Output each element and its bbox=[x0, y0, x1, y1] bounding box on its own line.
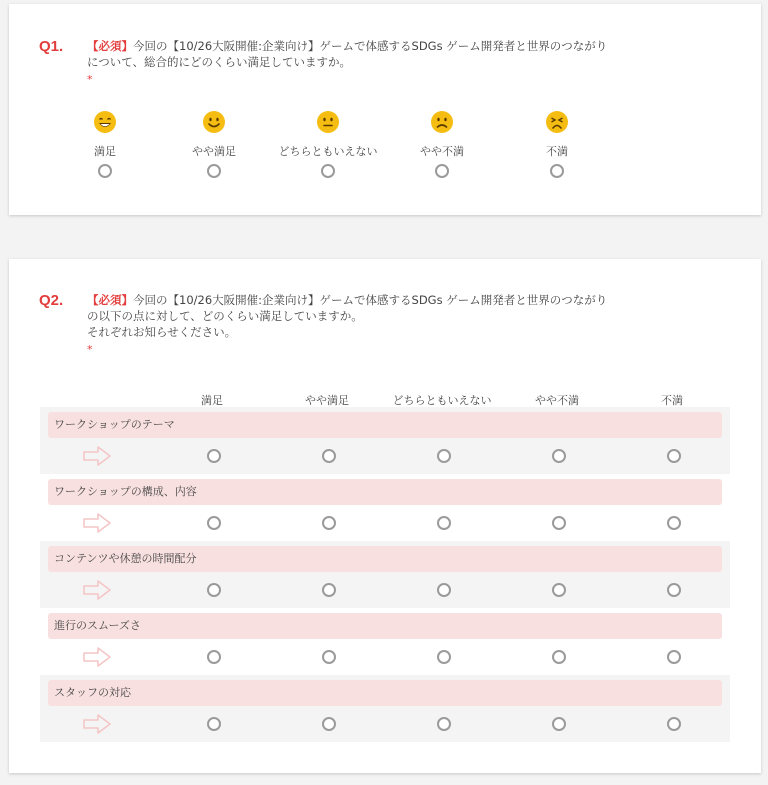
question-text bbox=[87, 292, 647, 358]
option-satisfied[interactable] bbox=[50, 110, 160, 182]
matrix-row bbox=[40, 675, 730, 742]
radio-button[interactable] bbox=[435, 164, 449, 178]
option-dissatisfied[interactable] bbox=[502, 110, 612, 182]
right-arrow-icon bbox=[83, 580, 111, 600]
option-label: 満足 bbox=[94, 145, 116, 158]
right-arrow-icon bbox=[83, 446, 111, 466]
grinning-face-icon bbox=[93, 110, 117, 134]
question-number: Q1. bbox=[39, 38, 64, 55]
column-header: 満足 bbox=[201, 394, 223, 407]
frowning-face-icon bbox=[430, 110, 454, 134]
radio-button[interactable] bbox=[322, 449, 336, 463]
required-asterisk: * bbox=[87, 343, 93, 356]
radio-button[interactable] bbox=[207, 717, 221, 731]
radio-button[interactable] bbox=[552, 650, 566, 664]
question-text-line2: について、総合的にどのくらい満足していますか。 bbox=[87, 55, 352, 69]
radio-button[interactable] bbox=[667, 650, 681, 664]
radio-button[interactable] bbox=[98, 164, 112, 178]
radio-button[interactable] bbox=[437, 583, 451, 597]
row-label: スタッフの対応 bbox=[48, 680, 722, 706]
option-label: どちらともいえない bbox=[278, 145, 378, 158]
radio-button[interactable] bbox=[207, 516, 221, 530]
question-number: Q2. bbox=[39, 292, 64, 309]
row-label: コンテンツや休憩の時間配分 bbox=[48, 546, 722, 572]
column-header: やや満足 bbox=[305, 394, 349, 407]
radio-button[interactable] bbox=[207, 650, 221, 664]
required-asterisk: * bbox=[87, 73, 93, 86]
radio-button[interactable] bbox=[667, 449, 681, 463]
radio-button[interactable] bbox=[437, 449, 451, 463]
column-header: どちらともいえない bbox=[392, 394, 492, 407]
radio-button[interactable] bbox=[322, 516, 336, 530]
neutral-face-icon bbox=[316, 110, 340, 134]
question-card-q1 bbox=[9, 4, 761, 215]
radio-button[interactable] bbox=[667, 516, 681, 530]
option-somewhat-satisfied[interactable] bbox=[159, 110, 269, 182]
option-label: やや満足 bbox=[192, 145, 236, 158]
row-label: ワークショップの構成、内容 bbox=[48, 479, 722, 505]
radio-button[interactable] bbox=[667, 583, 681, 597]
question-text-line1: 今回の【10/26大阪開催:企業向け】ゲームで体感するSDGs ゲーム開発者と世界のつながり bbox=[133, 293, 608, 307]
right-arrow-icon bbox=[83, 647, 111, 667]
option-somewhat-dissatisfied[interactable] bbox=[387, 110, 497, 182]
row-label: 進行のスムーズさ bbox=[48, 613, 722, 639]
radio-button[interactable] bbox=[322, 717, 336, 731]
required-tag: 【必須】 bbox=[87, 293, 133, 307]
radio-button[interactable] bbox=[207, 583, 221, 597]
row-label: ワークショップのテーマ bbox=[48, 412, 722, 438]
radio-button[interactable] bbox=[552, 449, 566, 463]
right-arrow-icon bbox=[83, 513, 111, 533]
option-label: やや不満 bbox=[420, 145, 464, 158]
radio-button[interactable] bbox=[552, 583, 566, 597]
radio-button[interactable] bbox=[207, 164, 221, 178]
radio-button[interactable] bbox=[322, 583, 336, 597]
column-header: やや不満 bbox=[535, 394, 579, 407]
tired-face-icon bbox=[545, 110, 569, 134]
matrix-row bbox=[40, 608, 730, 675]
required-tag: 【必須】 bbox=[87, 39, 133, 53]
column-header: 不満 bbox=[661, 394, 683, 407]
question-card-q2 bbox=[9, 259, 761, 773]
radio-button[interactable] bbox=[552, 717, 566, 731]
radio-button[interactable] bbox=[207, 449, 221, 463]
matrix-row bbox=[40, 474, 730, 541]
radio-button[interactable] bbox=[321, 164, 335, 178]
option-label: 不満 bbox=[546, 145, 568, 158]
radio-button[interactable] bbox=[552, 516, 566, 530]
question-text bbox=[87, 38, 647, 88]
matrix-row bbox=[40, 541, 730, 608]
radio-button[interactable] bbox=[667, 717, 681, 731]
smiling-face-icon bbox=[202, 110, 226, 134]
radio-button[interactable] bbox=[437, 516, 451, 530]
radio-button[interactable] bbox=[437, 717, 451, 731]
radio-button[interactable] bbox=[550, 164, 564, 178]
option-neutral[interactable] bbox=[273, 110, 383, 182]
question-text-line2: の以下の点に対して、どのくらい満足していますか。 bbox=[87, 309, 363, 323]
radio-button[interactable] bbox=[322, 650, 336, 664]
right-arrow-icon bbox=[83, 714, 111, 734]
matrix-row bbox=[40, 407, 730, 474]
question-text-line1: 今回の【10/26大阪開催:企業向け】ゲームで体感するSDGs ゲーム開発者と世界のつながり bbox=[133, 39, 608, 53]
question-text-line3: それぞれお知らせください。 bbox=[87, 325, 237, 339]
radio-button[interactable] bbox=[437, 650, 451, 664]
